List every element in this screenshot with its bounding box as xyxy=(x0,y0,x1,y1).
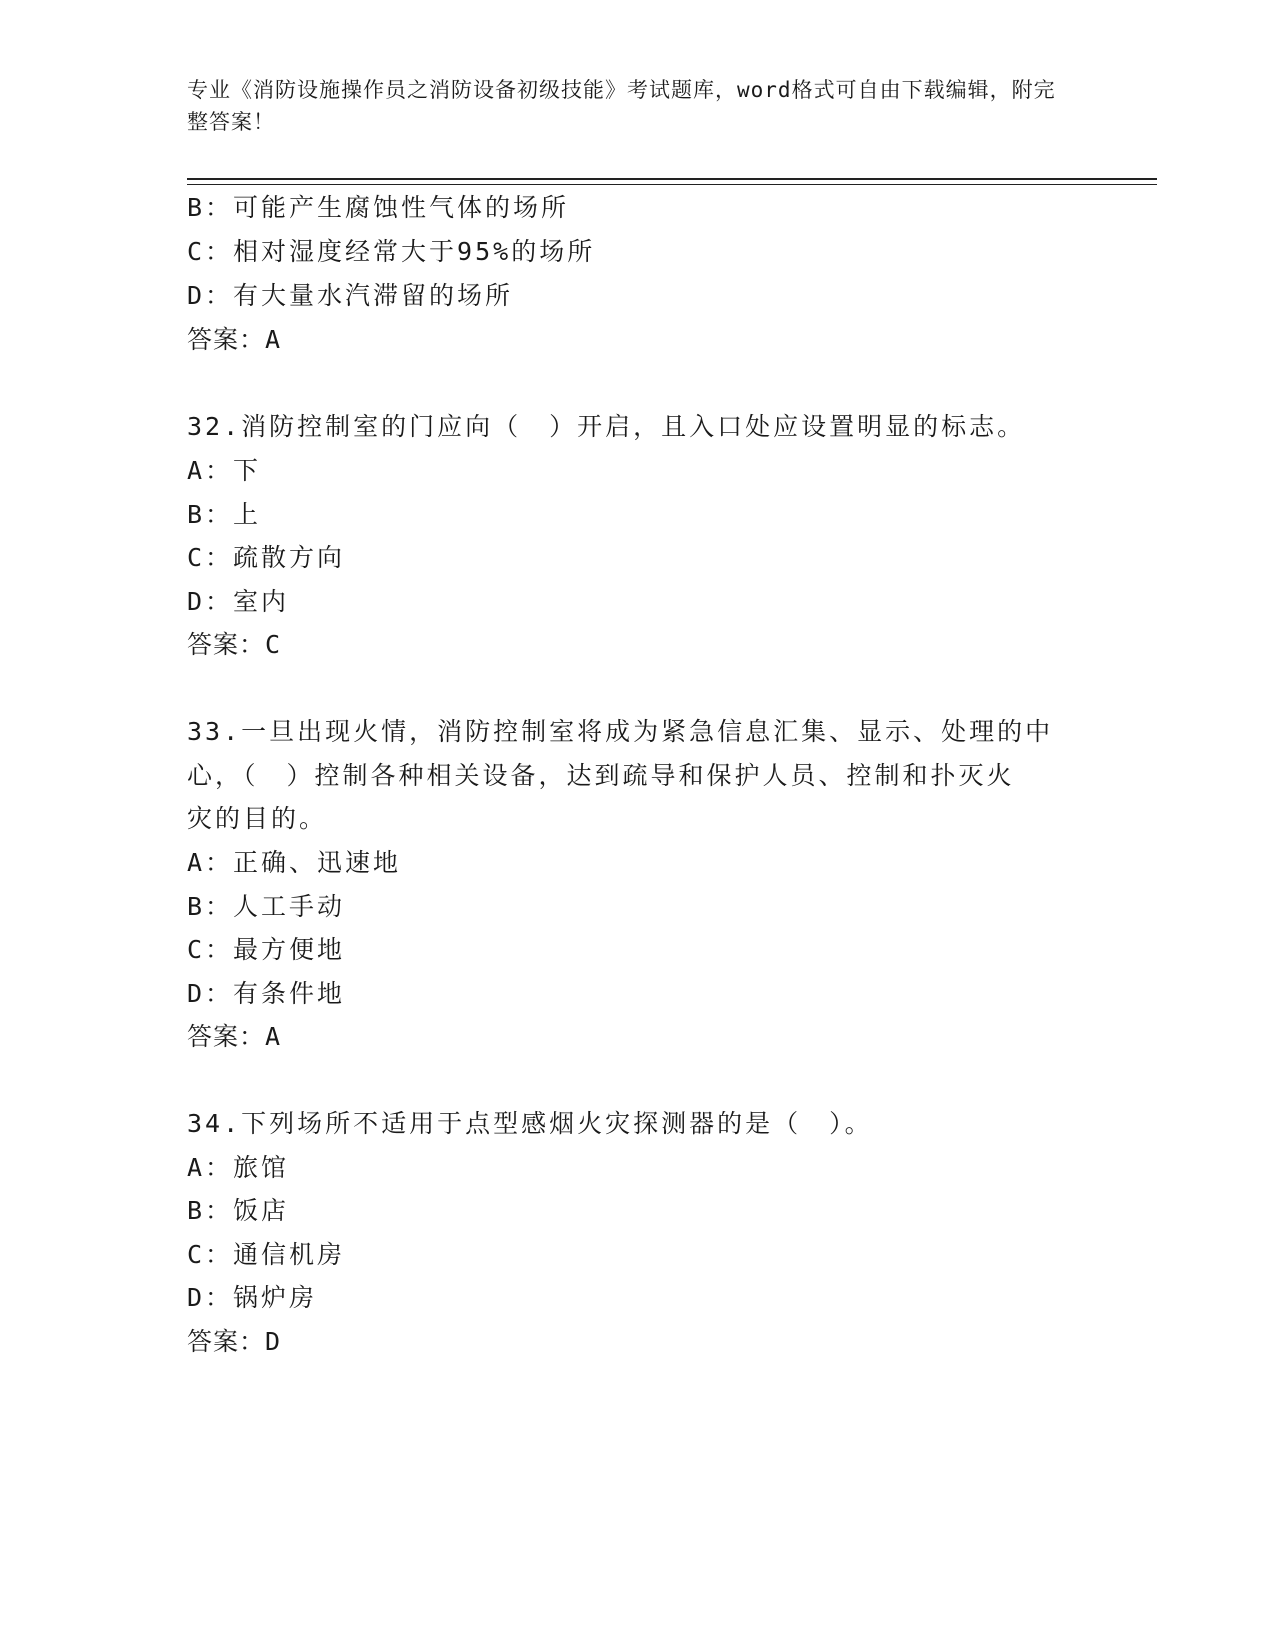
option-c: C：相对湿度经常大于95%的场所 xyxy=(187,237,596,266)
option-d: D：锅炉房 xyxy=(187,1283,318,1312)
header-divider-thick xyxy=(187,178,1157,180)
header-divider-thin xyxy=(187,184,1157,185)
option-a: A：下 xyxy=(187,456,262,485)
answer: 答案：C xyxy=(187,630,282,659)
option-d: D：有大量水汽滞留的场所 xyxy=(187,281,514,310)
option-b: B：上 xyxy=(187,500,262,529)
answer: 答案：A xyxy=(187,325,282,354)
option-a: A：正确、迅速地 xyxy=(187,848,402,877)
question-stem-33-line1: 33.一旦出现火情，消防控制室将成为紧急信息汇集、显示、处理的中 xyxy=(187,717,1054,746)
question-stem-34: 34.下列场所不适用于点型感烟火灾探测器的是（ ）。 xyxy=(187,1109,873,1138)
question-stem-33-line2: 心，（ ）控制各种相关设备，达到疏导和保护人员、控制和扑灭火 xyxy=(187,761,1015,790)
option-b: B：可能产生腐蚀性气体的场所 xyxy=(187,193,570,222)
document-header: 专业《消防设施操作员之消防设备初级技能》考试题库，word格式可自由下载编辑，附完整答案！ xyxy=(187,78,1056,134)
option-c: C：最方便地 xyxy=(187,935,346,964)
option-b: B：人工手动 xyxy=(187,892,346,921)
question-stem-32: 32.消防控制室的门应向（ ）开启，且入口处应设置明显的标志。 xyxy=(187,412,1026,441)
option-d: D：有条件地 xyxy=(187,979,346,1008)
option-c: C：通信机房 xyxy=(187,1240,346,1269)
option-c: C：疏散方向 xyxy=(187,543,346,572)
answer: 答案：D xyxy=(187,1327,282,1356)
option-d: D：室内 xyxy=(187,587,290,616)
question-stem-33-line3: 灾的目的。 xyxy=(187,804,328,833)
option-a: A：旅馆 xyxy=(187,1153,290,1182)
option-b: B：饭店 xyxy=(187,1196,290,1225)
answer: 答案：A xyxy=(187,1022,282,1051)
